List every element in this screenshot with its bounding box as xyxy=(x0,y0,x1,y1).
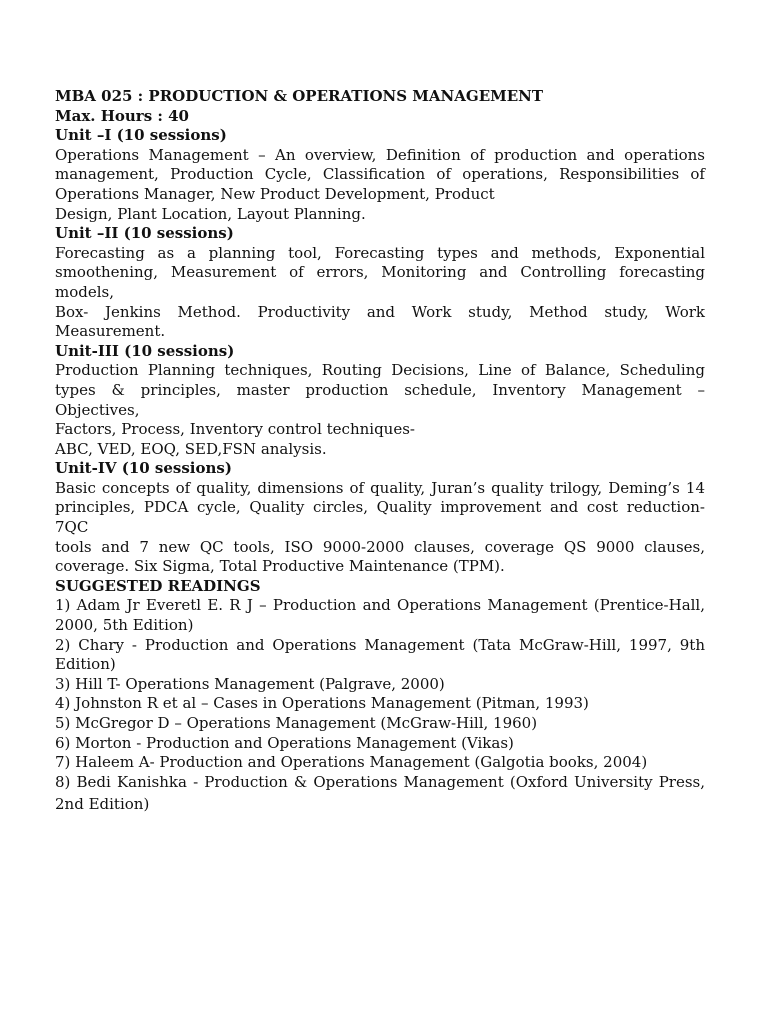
unit-3 xyxy=(55,342,705,460)
readings-heading: SUGGESTED READINGS xyxy=(55,576,261,595)
unit-text-line: Operations Manager, New Product Development, Product xyxy=(55,184,495,203)
reading-item xyxy=(55,714,705,734)
unit-1 xyxy=(55,126,705,224)
unit-heading: Unit-III (10 sessions) xyxy=(55,341,235,360)
reading-line: 6) Morton - Production and Operations Management (Vikas) xyxy=(55,733,514,752)
reading-item xyxy=(55,636,705,675)
unit-text-line: Basic concepts of quality, dimensions of quality, Juran’s quality trilogy, Deming’s 14 xyxy=(55,478,705,497)
reading-line: 2) Chary - Production and Operations Management (Tata McGraw-Hill, 1997, 9th xyxy=(55,635,705,654)
reading-line: 3) Hill T- Operations Management (Palgrave, 2000) xyxy=(55,674,445,693)
reading-line: 8) Bedi Kanishka - Production & Operations Management (Oxford University Press, xyxy=(55,772,705,791)
reading-item xyxy=(55,596,705,635)
unit-heading: Unit-IV (10 sessions) xyxy=(55,459,232,478)
unit-4 xyxy=(55,459,705,577)
unit-text-line: tools and 7 new QC tools, ISO 9000-2000 clauses, coverage QS 9000 clauses, xyxy=(55,537,705,556)
reading-line: Edition) xyxy=(55,655,116,674)
course-title: MBA 025 : PRODUCTION & OPERATIONS MANAGEMENT xyxy=(55,87,544,105)
unit-text-line: Box- Jenkins Method. Productivity and Work study, Method study, Work xyxy=(55,302,705,321)
max-hours: Max. Hours : 40 xyxy=(55,106,189,125)
reading-line: 2nd Edition) xyxy=(55,795,150,814)
reading-line: 5) McGregor D – Operations Management (McGraw-Hill, 1960) xyxy=(55,714,538,732)
reading-item xyxy=(55,753,705,773)
unit-text-line: types & principles, master production schedule, Inventory Management – Objectives, xyxy=(55,380,705,419)
unit-text-line: Factors, Process, Inventory control techniques- xyxy=(55,420,415,439)
unit-text-line: principles, PDCA cycle, Quality circles, Quality improvement and cost reduction- 7QC xyxy=(55,498,705,537)
unit-text-line: ABC, VED, EOQ, SED,FSN analysis. xyxy=(55,439,327,458)
reading-line: 2000, 5th Edition) xyxy=(55,616,194,635)
reading-item xyxy=(55,675,705,695)
unit-text-line: Forecasting as a planning tool, Forecasting types and methods, Exponential xyxy=(55,243,705,262)
readings-list xyxy=(55,596,705,815)
unit-text-line: Production Planning techniques, Routing Decisions, Line of Balance, Scheduling xyxy=(55,361,705,380)
reading-item xyxy=(55,694,705,714)
unit-text-line: smoothening, Measurement of errors, Monitoring and Controlling forecasting models, xyxy=(55,263,705,301)
reading-line: 7) Haleem A- Production and Operations Management (Galgotia books, 2004) xyxy=(55,753,648,772)
reading-line: 1) Adam Jr Everetl E. R J – Production and Operations Management (Prentice-Hall, xyxy=(55,596,705,615)
reading-item xyxy=(55,734,705,754)
reading-line: 4) Johnston R et al – Cases in Operations Management (Pitman, 1993) xyxy=(55,694,589,713)
reading-item xyxy=(55,773,705,815)
unit-text-line: Design, Plant Location, Layout Planning. xyxy=(55,204,366,223)
unit-2 xyxy=(55,224,705,342)
unit-text-line: Measurement. xyxy=(55,322,166,341)
unit-text-line: Operations Management – An overview, Definition of production and operations xyxy=(55,145,705,164)
unit-heading: Unit –II (10 sessions) xyxy=(55,224,234,243)
unit-heading: Unit –I (10 sessions) xyxy=(55,126,227,145)
unit-text-line: coverage. Six Sigma, Total Productive Maintenance (TPM). xyxy=(55,557,505,576)
syllabus-document xyxy=(55,87,705,815)
unit-text-line: management, Production Cycle, Classification of operations, Responsibilities of xyxy=(55,165,705,184)
